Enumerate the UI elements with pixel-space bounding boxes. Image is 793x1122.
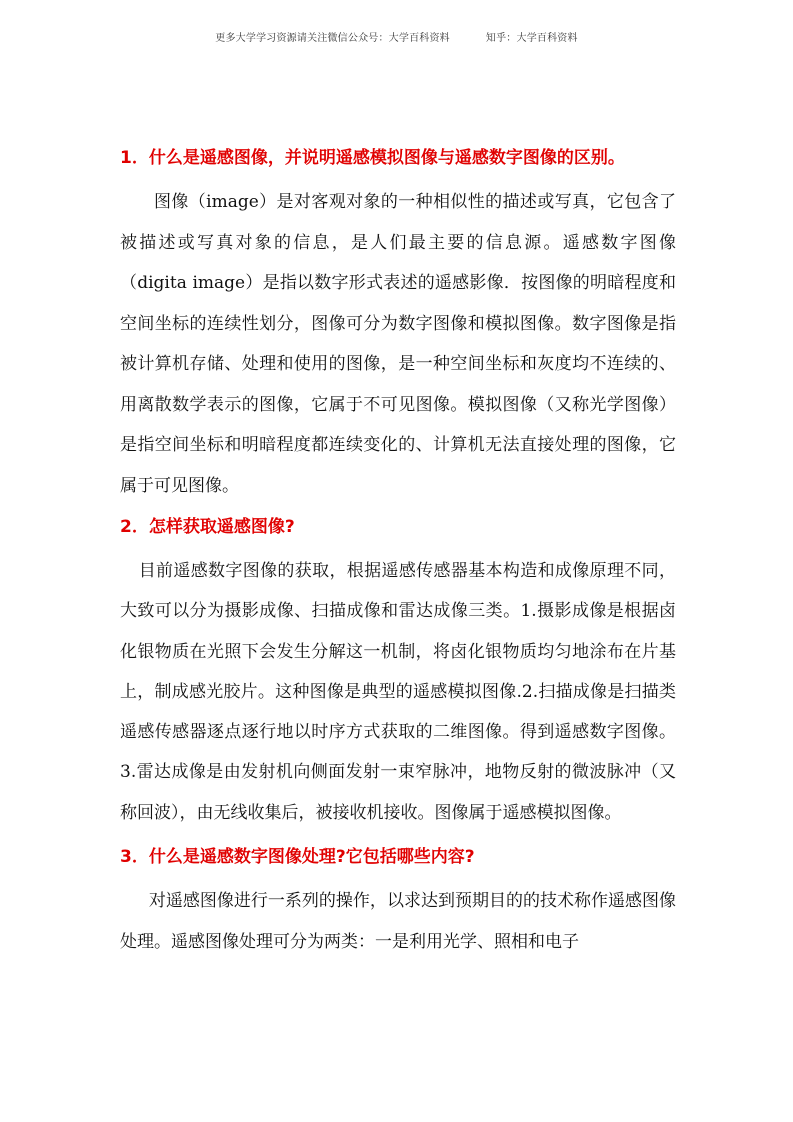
section-3-paragraph: 对遥感图像进行一系列的操作，以求达到预期目的的技术称作遥感图像处理。遥感图像处理可分为两类：一是利用光学、照相和电子 — [120, 891, 676, 952]
section-1-paragraph: 图像（image）是对客观对象的一种相似性的描述或写真，它包含了被描述或写真对象的信息，是人们最主要的信息源。遥感数字图像（digita image）是指以数字形式表述的遥感影像．按图像的明暗程度和空间坐标的连续性划分，图像可分为数字图像和模拟图像。数字图像是指被计算机存储、处理和使用的图像，是一种空间坐标和灰度均不连续的、用离散数学表示的图像，它属于不可见图像。模拟图像（又称光学图像）是指空间坐标和明暗程度都连续变化的、计算机无法直接处理的图像，它属于可见图像。 — [120, 192, 676, 496]
section-2-paragraph: 目前遥感数字图像的获取，根据遥感传感器基本构造和成像原理不同，大致可以分为摄影成像、扫描成像和雷达成像三类。1.摄影成像是根据卤化银物质在光照下会发生分解这一机制，将卤化银物质均匀地涂布在片基上，制成感光胶片。这种图像是典型的遥感模拟图像.2.扫描成像是扫描类遥感传感器逐点逐行地以时序方式获取的二维图像。得到遥感数字图像。3.雷达成像是由发射机向侧面发射一束窄脉冲，地物反射的微波脉冲（又称回波），由无线收集后，被接收机接收。图像属于遥感模拟图像。 — [120, 561, 676, 823]
page-header-note — [0, 29, 793, 44]
section-1-heading: 1．什么是遥感图像，并说明遥感模拟图像与遥感数字图像的区别。 — [120, 148, 625, 168]
header-zhihu-note: 知乎：大学百科资料 — [485, 33, 578, 44]
document-body — [120, 142, 676, 962]
section-3-heading: 3．什么是遥感数字图像处理?它包括哪些内容? — [120, 847, 475, 868]
section-2-heading: 2．怎样获取遥感图像? — [120, 517, 295, 537]
header-wechat-note: 更多大学学习资源请关注微信公众号：大学百科资料 — [215, 33, 450, 44]
